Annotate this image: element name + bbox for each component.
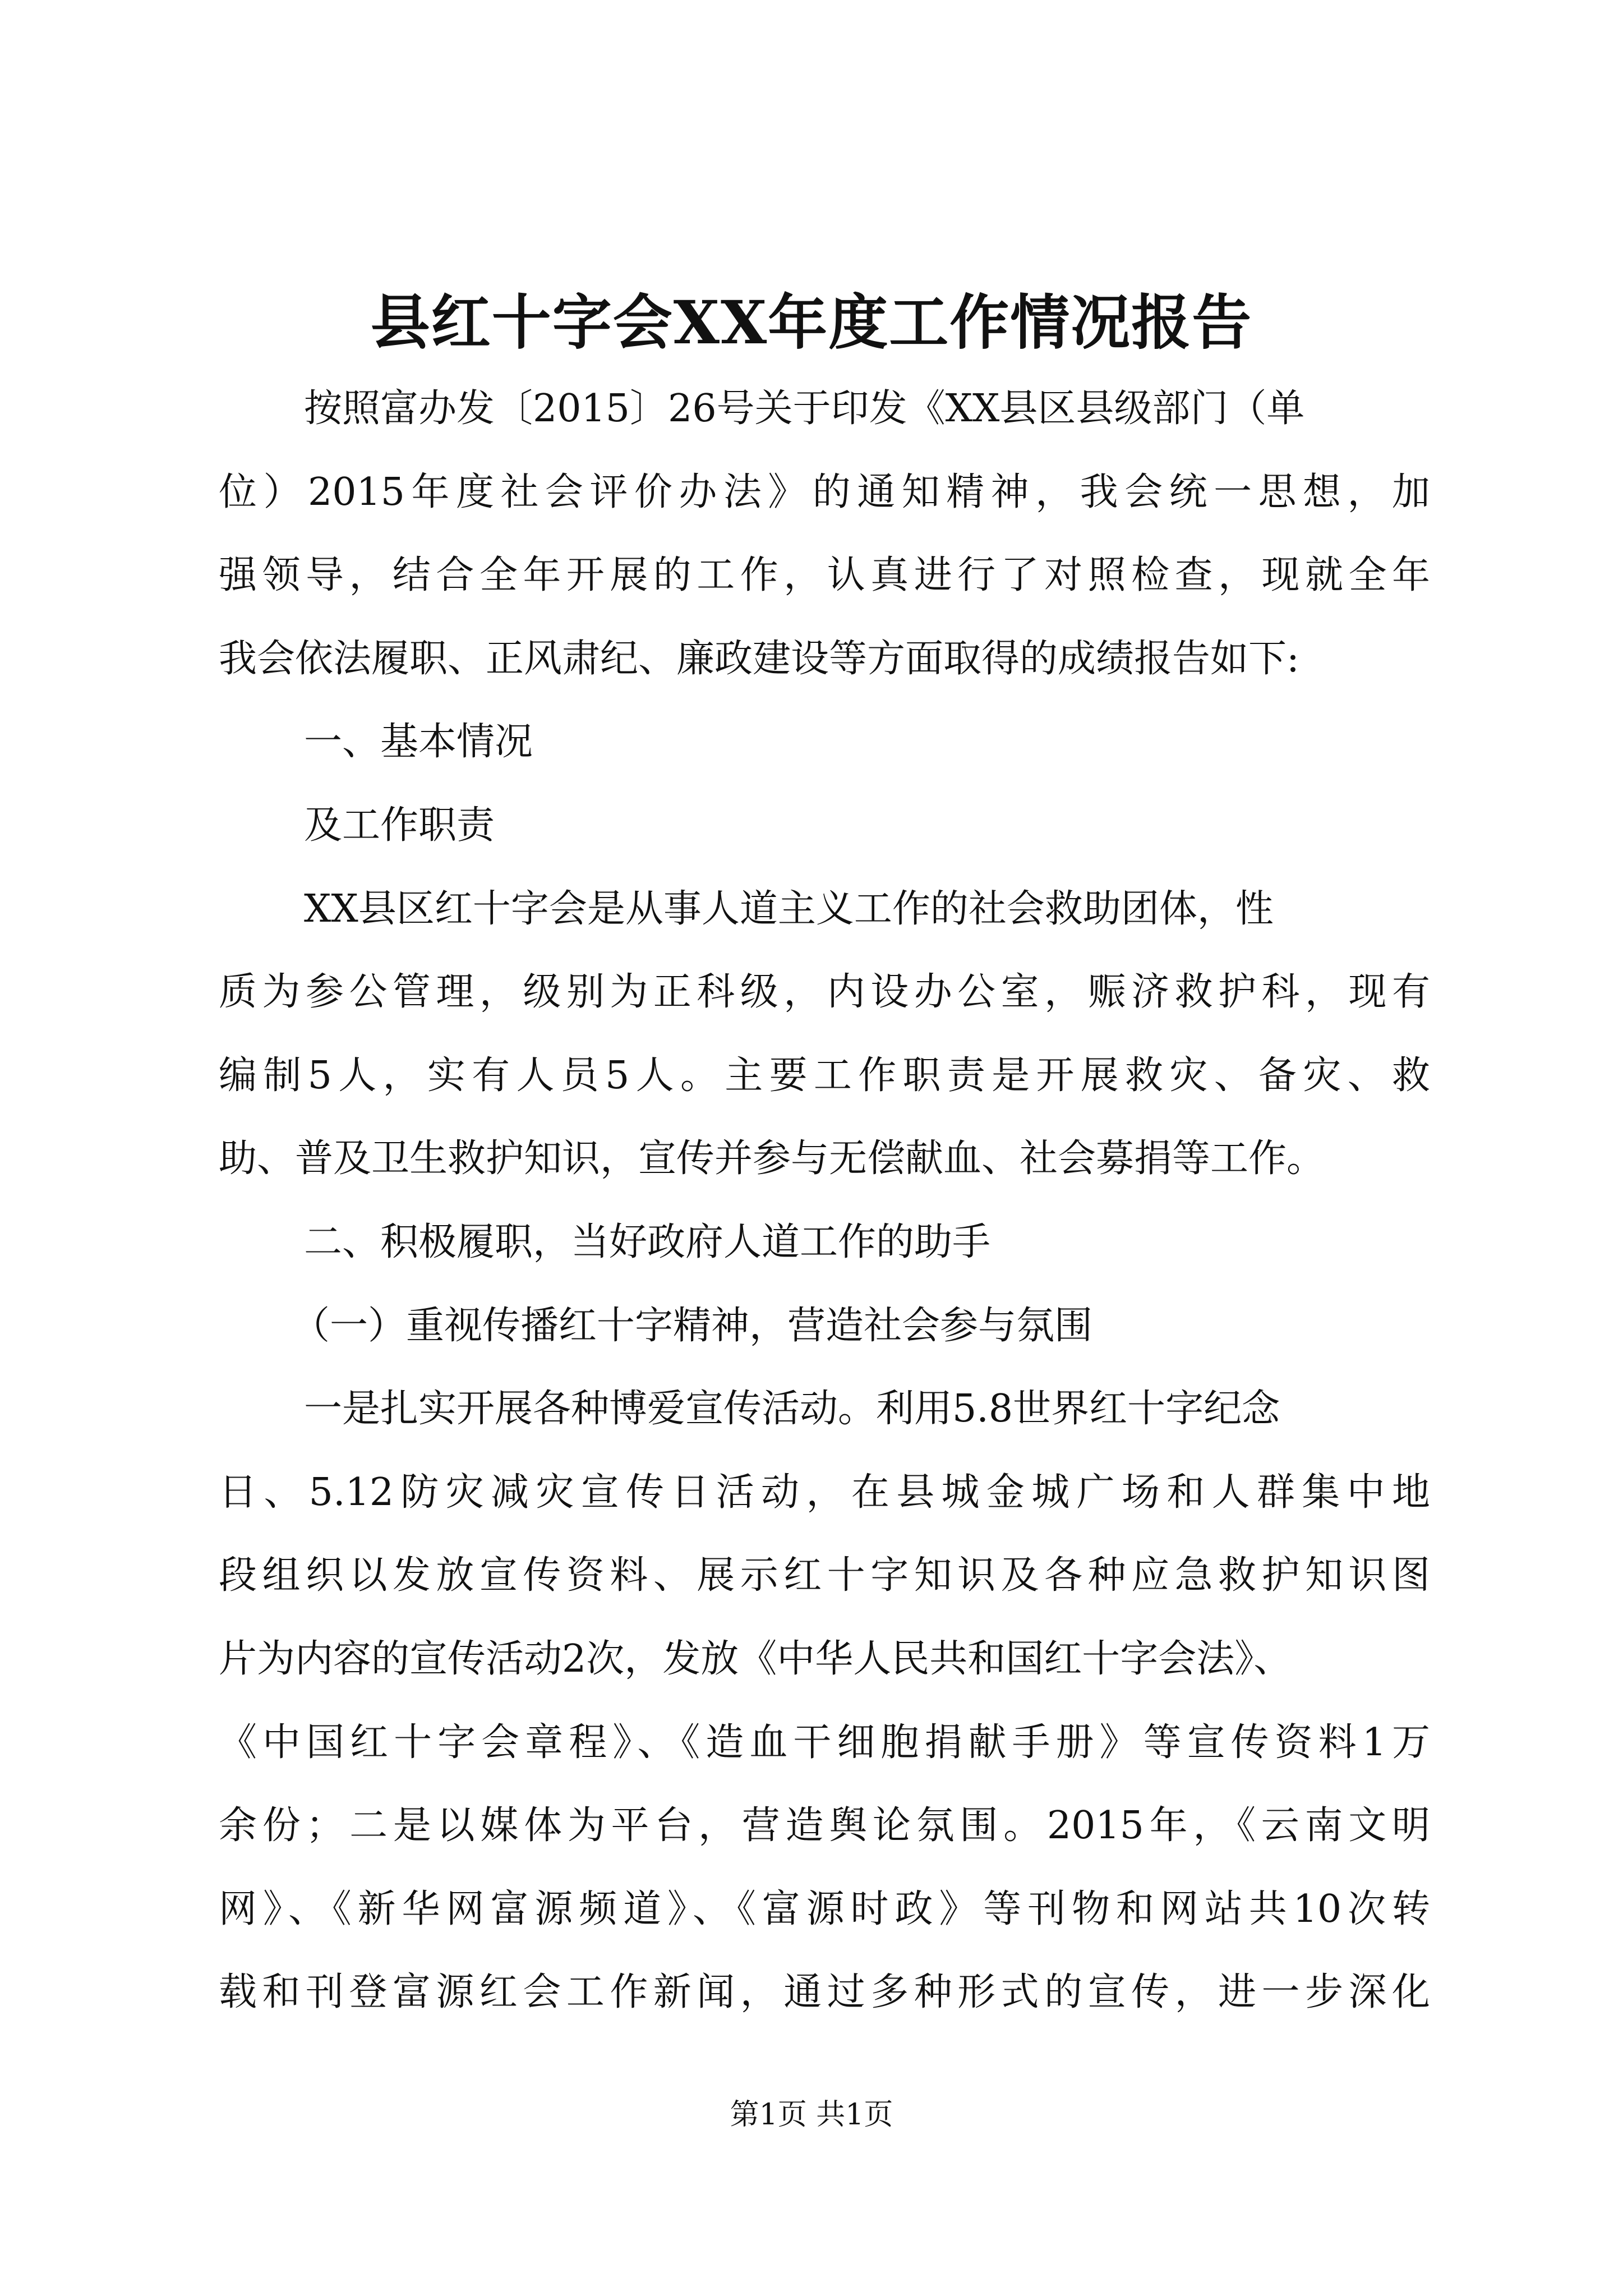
paragraph-line: 余份；二是以媒体为平台，营造舆论氛围。2015年，《云南文明 — [219, 1803, 1430, 1848]
paragraph-line: 助、普及卫生救护知识，宣传并参与无偿献血、社会募捐等工作。 — [219, 1137, 1325, 1181]
subsection-heading: （一）重视传播红十字精神，营造社会参与氛围 — [292, 1303, 1093, 1348]
paragraph-line: 日、5.12防灾减灾宣传日活动，在县城金城广场和人群集中地 — [219, 1470, 1430, 1515]
paragraph-line: XX县区红十字会是从事人道主义工作的社会救助团体，性 — [304, 886, 1274, 931]
paragraph-line: 强领导，结合全年开展的工作，认真进行了对照检查，现就全年 — [219, 553, 1430, 598]
paragraph-line: 片为内容的宣传活动2次，发放《中华人民共和国红十字会法》、 — [219, 1636, 1292, 1681]
paragraph-line: 载和刊登富源红会工作新闻，通过多种形式的宣传，进一步深化 — [219, 1970, 1430, 2015]
section-heading: 一、基本情况 — [304, 720, 533, 765]
section-heading: 二、积极履职，当好政府人道工作的助手 — [304, 1220, 991, 1264]
document-body — [219, 367, 1430, 2035]
document-title: 县红十字会XX年度工作情况报告 — [370, 287, 1253, 357]
paragraph-line: 我会依法履职、正风肃纪、廉政建设等方面取得的成绩报告如下: — [219, 636, 1299, 681]
paragraph-line: 一是扎实开展各种博爱宣传活动。利用5.8世界红十字纪念 — [304, 1387, 1280, 1432]
paragraph-line: 按照富办发〔2015〕26号关于印发《XX县区县级部门（单 — [304, 386, 1305, 431]
paragraph-line: 质为参公管理，级别为正科级，内设办公室，赈济救护科，现有 — [219, 970, 1430, 1015]
paragraph-line: 网》、《新华网富源频道》、《富源时政》等刊物和网站共10次转 — [219, 1887, 1430, 1931]
paragraph-line: 段组织以发放宣传资料、展示红十字知识及各种应急救护知识图 — [219, 1553, 1430, 1598]
section-heading: 及工作职责 — [304, 803, 495, 848]
paragraph-line: 编制5人，实有人员5人。主要工作职责是开展救灾、备灾、救 — [219, 1053, 1430, 1098]
paragraph-line: 《中国红十字会章程》、《造血干细胞捐献手册》等宣传资料1万 — [219, 1720, 1430, 1765]
page-number-footer: 第1页 共1页 — [730, 2098, 893, 2132]
paragraph-line: 位）2015年度社会评价办法》的通知精神，我会统一思想，加 — [219, 470, 1430, 514]
